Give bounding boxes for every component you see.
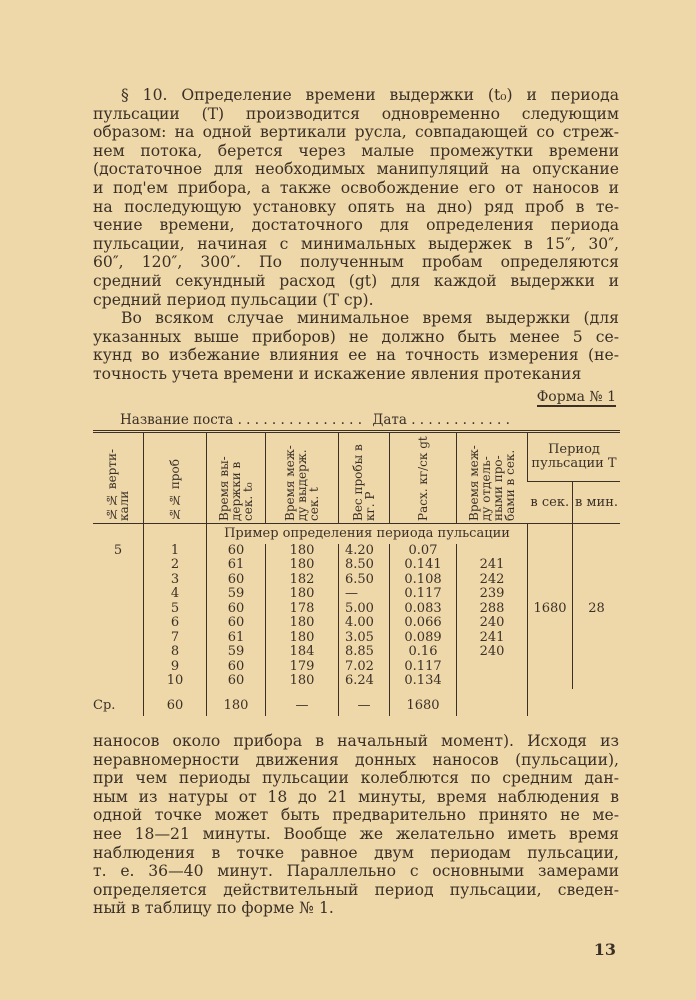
data-cell: 8.50 — [339, 558, 390, 573]
vertical-cell: 5 — [113, 542, 123, 558]
average-cell: Ср. — [93, 697, 116, 713]
data-cell: 60 — [207, 544, 266, 559]
data-cell: 1 — [144, 544, 207, 559]
data-cell: 60 — [207, 674, 266, 689]
data-cell: 60 — [207, 602, 266, 617]
text-line: ный в таблицу по форме № 1. — [93, 899, 334, 918]
column-header — [390, 432, 457, 524]
data-cell: 60 — [207, 660, 266, 675]
table-row — [93, 616, 620, 631]
text-line: ным из натуры от 18 до 21 минуты, время наблюдения в — [93, 787, 619, 806]
body-text-bottom — [93, 732, 619, 918]
text-line: образом: на одной вертикали русла, совпадающей со стреж- — [93, 123, 619, 142]
average-cell: — — [266, 689, 339, 717]
vertical-cell — [93, 645, 144, 660]
data-cell: 180 — [266, 631, 339, 646]
column-header-text: Расх. кг/ск gt — [416, 436, 430, 521]
date-label: Дата . . . . . . . . . . . . — [372, 412, 510, 428]
data-cell: 0.141 — [390, 558, 457, 573]
period-min-cell — [572, 674, 620, 689]
data-cell: 241 — [457, 631, 528, 646]
data-cell: 240 — [457, 616, 528, 631]
column-header-text: Вес пробы в кг. P — [351, 444, 377, 521]
data-cell: 6.50 — [339, 573, 390, 588]
text-line: на последующую установку опять на дно) ряд проб в те- — [93, 197, 619, 216]
period-min-cell — [572, 544, 620, 559]
period-sec-header: в сек. — [528, 482, 573, 524]
period-sec-cell — [528, 573, 573, 588]
data-cell: 241 — [457, 558, 528, 573]
text-line: определяется действительный период пульсации, сведен- — [93, 880, 619, 899]
data-cell: 0.07 — [390, 544, 457, 559]
body-text-top — [93, 86, 619, 384]
average-cell: 180 — [207, 689, 266, 717]
table-row — [93, 544, 620, 559]
table-row — [93, 645, 620, 660]
text-line: указанных выше приборов) не должно быть менее 5 се- — [93, 327, 619, 346]
data-cell: 3.05 — [339, 631, 390, 646]
text-line: средний секундный расход (gt) для каждой выдержки и — [93, 271, 619, 290]
data-cell: 8.85 — [339, 645, 390, 660]
page-number: 13 — [593, 940, 616, 959]
period-min-cell — [572, 631, 620, 646]
table-row — [93, 674, 620, 689]
data-cell: 180 — [266, 544, 339, 559]
vertical-cell — [93, 558, 144, 573]
column-header — [207, 432, 266, 524]
text-line: Во всяком случае минимальное время выдержки (для — [121, 309, 619, 328]
text-line: точность учета времени и искажение явления протекания — [93, 364, 582, 383]
data-cell: 180 — [266, 674, 339, 689]
text-line: нее 18—21 минуты. Вообще же желательно иметь время — [93, 824, 619, 843]
data-cell: 10 — [144, 674, 207, 689]
data-cell: 288 — [457, 602, 528, 617]
data-cell: 5 — [144, 602, 207, 617]
example-caption: Пример определения периода пульсации — [207, 524, 528, 544]
column-header-text: №№ верти-кали — [105, 448, 131, 521]
column-header-text: Время вы-держки в сек. t₀ — [217, 456, 255, 521]
period-sec-cell — [528, 631, 573, 646]
vertical-cell — [93, 602, 144, 617]
post-name-label: Название поста . . . . . . . . . . . . . . . — [120, 412, 363, 428]
column-header — [339, 432, 390, 524]
text-line: и под'ем прибора, а также освобождение его от наносов и — [93, 178, 619, 197]
vertical-cell — [93, 573, 144, 588]
text-line: 60″, 120″, 300″. По полученным пробам определяются — [93, 253, 619, 272]
period-min-header: в мин. — [572, 482, 620, 524]
data-cell: 0.108 — [390, 573, 457, 588]
text-line: (достаточное для необходимых манипуляций на опускание — [93, 160, 619, 179]
data-cell: 0.134 — [390, 674, 457, 689]
data-cell: 240 — [457, 645, 528, 660]
period-sec-cell: 1680 — [528, 602, 573, 617]
data-cell: 9 — [144, 660, 207, 675]
text-line: пульсации (T) производится одновременно следующим — [93, 104, 619, 123]
period-min-cell — [572, 660, 620, 675]
data-cell: 60 — [207, 573, 266, 588]
table-row — [93, 631, 620, 646]
form-meta — [120, 412, 620, 428]
period-sec-cell — [528, 616, 573, 631]
data-cell: 59 — [207, 645, 266, 660]
period-sec-cell — [528, 558, 573, 573]
data-cell: 4 — [144, 587, 207, 602]
data-cell: 0.117 — [390, 660, 457, 675]
pulsation-table — [93, 430, 620, 716]
text-line: т. е. 36—40 минут. Параллельно с основными замерами — [93, 862, 619, 881]
data-cell: 182 — [266, 573, 339, 588]
period-min-cell: 28 — [572, 602, 620, 617]
data-cell: 6 — [144, 616, 207, 631]
data-cell: 180 — [266, 558, 339, 573]
table-row — [93, 660, 620, 675]
table-row — [93, 558, 620, 573]
column-header — [266, 432, 339, 524]
data-cell: 0.117 — [390, 587, 457, 602]
column-header — [457, 432, 528, 524]
table-row — [93, 573, 620, 588]
average-cell: 1680 — [390, 689, 457, 717]
text-line: одной точке может быть предварительно принято не ме- — [93, 806, 619, 825]
data-cell: 0.16 — [390, 645, 457, 660]
data-cell — [457, 660, 528, 675]
column-header — [144, 432, 207, 524]
text-line: наносов около прибора в начальный момент). Исходя из — [93, 732, 619, 750]
period-min-cell — [572, 587, 620, 602]
period-header: Период пульсации T — [528, 432, 621, 482]
data-cell: 3 — [144, 573, 207, 588]
data-cell: 2 — [144, 558, 207, 573]
period-min-cell — [572, 645, 620, 660]
column-header-text: Время меж-ду выдерж. сек. t — [283, 445, 321, 521]
period-sec-cell — [528, 645, 573, 660]
period-sec-cell — [528, 587, 573, 602]
data-cell: 0.083 — [390, 602, 457, 617]
data-cell: 61 — [207, 631, 266, 646]
period-sec-cell — [528, 544, 573, 559]
column-header-text: №№ проб — [168, 459, 182, 521]
text-line: нем потока, берется через малые промежутки времени — [93, 141, 619, 160]
vertical-cell — [93, 631, 144, 646]
data-cell: 239 — [457, 587, 528, 602]
period-min-cell — [572, 573, 620, 588]
period-sec-cell — [528, 674, 573, 689]
text-line: § 10. Определение времени выдержки (t₀) и периода — [121, 86, 619, 104]
period-min-cell — [572, 558, 620, 573]
data-cell: 60 — [207, 616, 266, 631]
table-row — [93, 587, 620, 602]
data-cell: 4.20 — [339, 544, 390, 559]
data-cell: 178 — [266, 602, 339, 617]
data-cell: 0.066 — [390, 616, 457, 631]
data-cell: 7 — [144, 631, 207, 646]
data-cell: 179 — [266, 660, 339, 675]
text-line: пульсации, начиная с минимальных выдержек в 15″, 30″, — [93, 234, 619, 253]
data-cell: — — [339, 587, 390, 602]
period-sec-cell — [528, 660, 573, 675]
vertical-cell — [93, 674, 144, 689]
text-line: при чем периоды пульсации колеблются по средним дан- — [93, 769, 619, 788]
vertical-cell — [93, 660, 144, 675]
column-header — [93, 432, 144, 524]
text-line: наблюдения в точке равное двум периодам пульсации, — [93, 843, 619, 862]
data-cell: 242 — [457, 573, 528, 588]
data-cell: 4.00 — [339, 616, 390, 631]
vertical-cell — [93, 616, 144, 631]
period-min-cell — [572, 616, 620, 631]
data-cell — [457, 674, 528, 689]
form-label: Форма № 1 — [536, 389, 616, 405]
text-line: чение времени, достаточного для определения периода — [93, 216, 619, 235]
data-cell: 7.02 — [339, 660, 390, 675]
vertical-cell — [93, 587, 144, 602]
average-cell: — — [339, 689, 390, 717]
table-row — [93, 602, 620, 617]
data-cell — [457, 544, 528, 559]
average-row — [93, 689, 620, 717]
data-cell: 8 — [144, 645, 207, 660]
data-cell: 184 — [266, 645, 339, 660]
data-cell: 180 — [266, 587, 339, 602]
text-line: неравномерности движения донных наносов (пульсации), — [93, 750, 619, 769]
data-cell: 180 — [266, 616, 339, 631]
text-line: средний период пульсации (T ср). — [93, 290, 374, 309]
text-line: кунд во избежание влияния ее на точность измерения (не- — [93, 346, 619, 365]
data-cell: 61 — [207, 558, 266, 573]
data-cell: 6.24 — [339, 674, 390, 689]
column-header-text: Время меж-ду отдель-ными про-бами в сек. — [467, 445, 517, 521]
data-cell: 5.00 — [339, 602, 390, 617]
data-cell: 0.089 — [390, 631, 457, 646]
average-cell: 60 — [144, 689, 207, 717]
data-cell: 59 — [207, 587, 266, 602]
